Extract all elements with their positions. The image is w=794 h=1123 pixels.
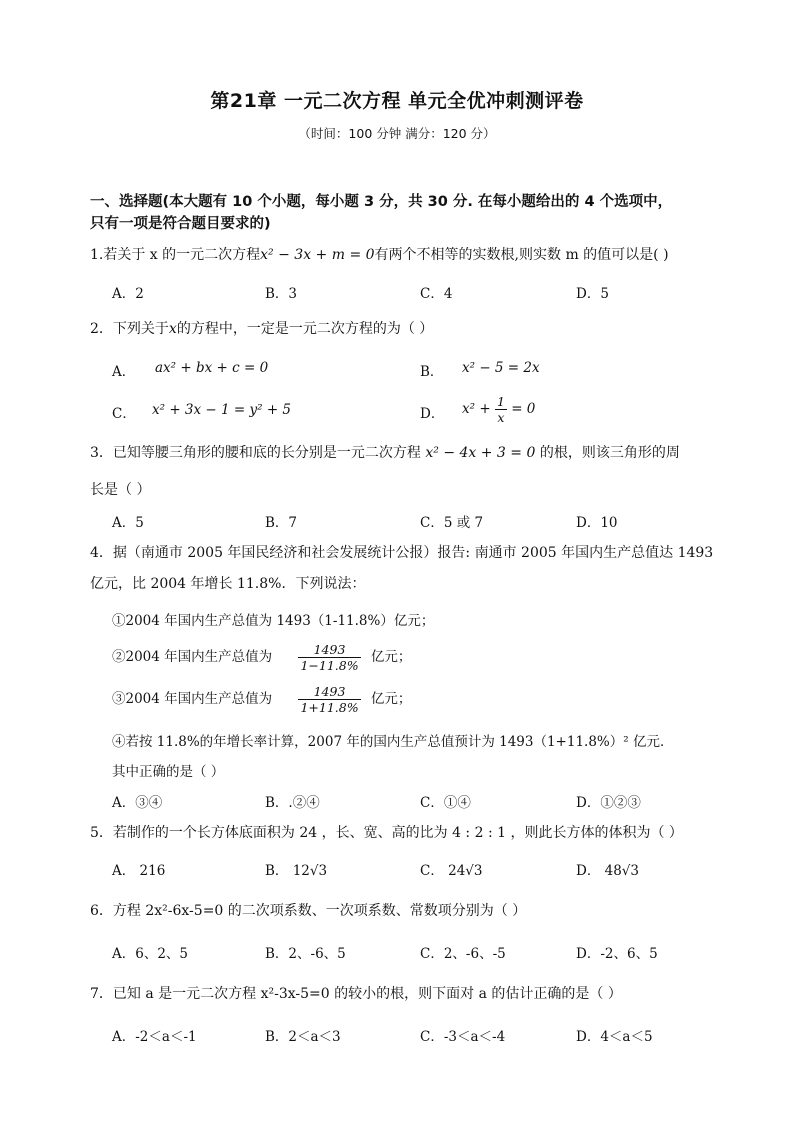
q2-option-c: x² + 3x − 1 = y² + 5 xyxy=(152,402,292,418)
q2-option-b-label: B． xyxy=(420,364,444,380)
q4-option-d: D．①②③ xyxy=(576,795,641,811)
q4-s2-post: 亿元； xyxy=(370,649,412,665)
q3-line1-pre: 3．已知等腰三角形的腰和底的长分别是一元二次方程 xyxy=(90,445,421,461)
q4-option-b: B．.②④ xyxy=(265,795,320,811)
q4-option-a: A．③④ xyxy=(112,795,163,811)
q6-option-d: D．-2、6、5 xyxy=(576,946,658,962)
section-heading-line1: 一、选择题(本大题有 10 个小题，每小题 3 分，共 30 分. 在每小题给出的 4 个选项中， xyxy=(90,194,673,210)
q2-d-pre: x² + xyxy=(462,401,491,417)
q5-option-b: B． 12√3 xyxy=(265,863,328,879)
q3-equation: x² − 4x + 3 = 0 xyxy=(425,445,536,461)
q4-s3-post: 亿元； xyxy=(370,691,412,707)
question-7-stem: 7．已知 a 是一元二次方程 x²-3x-5=0 的较小的根，则下面对 a 的估计正确的是（ ） xyxy=(90,986,622,1002)
q6-option-b: B．2、-6、5 xyxy=(265,946,346,962)
q7-option-b: B．2＜a＜3 xyxy=(265,1029,341,1045)
q2-option-a: ax² + bx + c = 0 xyxy=(155,360,269,376)
q4-s2-fraction xyxy=(298,642,360,673)
q7-option-a: A．-2＜a＜-1 xyxy=(112,1029,197,1045)
q2-d-denominator: x xyxy=(497,410,505,425)
q2-option-d-label: D． xyxy=(420,406,445,422)
exam-meta: （时间：100 分钟 满分：120 分） xyxy=(298,126,496,141)
q3-line1-post: 的根，则该三角形的周 xyxy=(539,445,680,461)
q2-option-a-label: A． xyxy=(112,364,136,380)
section-heading-line2: 只有一项是符合题目要求的) xyxy=(90,216,271,232)
section-heading xyxy=(90,191,710,235)
q7-option-c: C．-3＜a＜-4 xyxy=(420,1029,506,1045)
q5-option-d: D． 48√3 xyxy=(576,863,639,879)
q4-statement-2 xyxy=(112,642,411,673)
q4-option-c: C．①④ xyxy=(420,795,471,811)
q4-statement-1: ①2004 年国内生产总值为 1493（1-11.8%）亿元； xyxy=(112,613,435,629)
q1-option-b: B．3 xyxy=(265,286,298,302)
q3-option-b: B．7 xyxy=(265,515,298,531)
q2-option-c-label: C． xyxy=(112,406,136,422)
q4-s3-fraction xyxy=(298,684,360,715)
q6-option-a: A．6、2、5 xyxy=(112,946,189,962)
q7-option-d: D．4＜a＜5 xyxy=(576,1029,653,1045)
q4-s3-pre: ③2004 年国内生产总值为 xyxy=(112,691,273,707)
q1-prefix: 1.若关于 x 的一元二次方程 xyxy=(90,247,261,263)
q2-var: x xyxy=(168,321,177,337)
question-4-line1: 4．据（南通市 2005 年国民经济和社会发展统计公报）报告: 南通市 2005 年国内生产总值达 1493 xyxy=(90,545,714,561)
q2-d-post: = 0 xyxy=(511,401,536,417)
q3-option-c: C．5 或 7 xyxy=(420,515,484,531)
q2-d-numerator: 1 xyxy=(496,394,505,409)
q1-option-a: A．2 xyxy=(112,286,144,302)
q3-option-a: A．5 xyxy=(112,515,144,531)
q2-stem: 2．下列关于 xyxy=(90,321,169,337)
question-5-stem: 5．若制作的一个长方体底面积为 24 ，长、宽、高的比为 4 : 2 : 1 ，则此长方体的体积为（ ） xyxy=(90,825,683,841)
q2-option-d xyxy=(462,394,535,425)
q4-s2-denominator: 1−11.8% xyxy=(300,658,359,673)
q6-option-c: C．2、-6、-5 xyxy=(420,946,506,962)
q1-suffix: 有两个不相等的实数根,则实数 m 的值可以是( ) xyxy=(374,247,669,263)
question-3-line1 xyxy=(90,442,680,462)
q5-option-a: A． 216 xyxy=(112,863,166,879)
q3-option-d: D．10 xyxy=(576,515,618,531)
q4-prompt: 其中正确的是（ ） xyxy=(112,764,225,780)
question-4-line2: 亿元，比 2004 年增长 11.8%．下列说法： xyxy=(90,576,366,592)
question-6-stem: 6．方程 2x²-6x-5=0 的二次项系数、一次项系数、常数项分别为（ ） xyxy=(90,903,527,919)
question-1-stem xyxy=(90,244,669,264)
question-3-line2: 长是（ ） xyxy=(90,482,151,498)
q2-stem2: 的方程中，一定是一元二次方程的为（ ） xyxy=(176,321,434,337)
q1-option-d: D．5 xyxy=(576,286,609,302)
q4-s2-pre: ②2004 年国内生产总值为 xyxy=(112,649,273,665)
q4-s3-numerator: 1493 xyxy=(298,684,360,700)
q4-s2-numerator: 1493 xyxy=(298,642,360,658)
q5-option-c: C． 24√3 xyxy=(420,863,483,879)
q1-option-c: C．4 xyxy=(420,286,453,302)
q2-d-fraction xyxy=(495,394,507,425)
question-2-stem xyxy=(90,318,433,338)
q1-equation: x² − 3x + m = 0 xyxy=(260,247,375,263)
q4-statement-4: ④若按 11.8%的年增长率计算，2007 年的国内生产总值预计为 1493（1+11.8%）² 亿元． xyxy=(112,734,674,750)
q4-s3-denominator: 1+11.8% xyxy=(300,700,359,715)
page-title: 第21章 一元二次方程 单元全优冲刺测评卷 xyxy=(210,90,584,112)
q4-statement-3 xyxy=(112,684,411,715)
q2-option-b: x² − 5 = 2x xyxy=(462,360,540,376)
